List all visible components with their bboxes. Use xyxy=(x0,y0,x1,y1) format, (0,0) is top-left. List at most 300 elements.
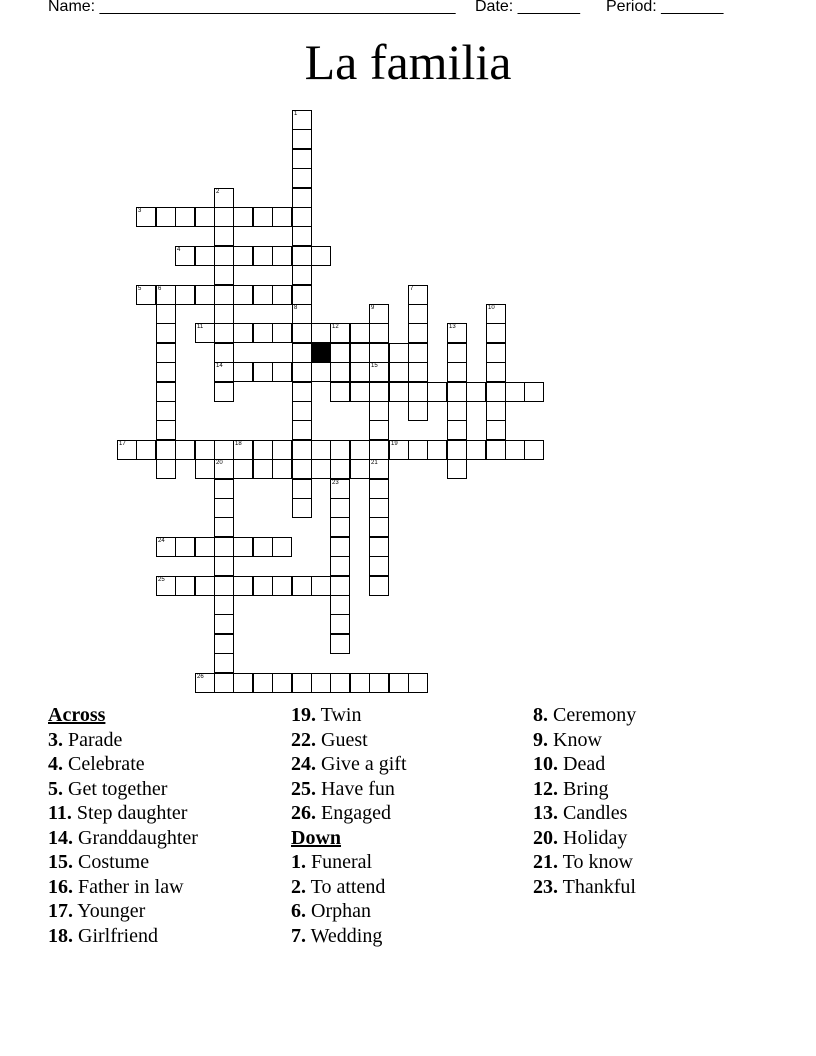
clue-text: To know xyxy=(562,851,633,873)
cell-number: 10 xyxy=(488,305,495,311)
down-clue-list-continued xyxy=(533,703,636,899)
clue-text: Ceremony xyxy=(553,704,637,726)
grid-cell[interactable] xyxy=(292,149,312,169)
clue-text: Parade xyxy=(68,728,123,751)
grid-cell[interactable] xyxy=(195,246,215,266)
clue-item xyxy=(291,703,407,728)
grid-cell[interactable] xyxy=(447,343,467,363)
grid-cell[interactable] xyxy=(214,265,234,285)
grid-cell[interactable] xyxy=(447,401,467,421)
grid-cell[interactable] xyxy=(505,440,525,460)
grid-cell[interactable] xyxy=(136,207,156,227)
clue-number: 23. xyxy=(533,875,558,898)
grid-cell[interactable] xyxy=(466,382,486,402)
grid-cell[interactable] xyxy=(214,304,234,324)
grid-cell[interactable] xyxy=(408,304,428,324)
grid-cell[interactable] xyxy=(408,343,428,363)
grid-cell[interactable] xyxy=(175,285,195,305)
grid-cell[interactable] xyxy=(330,537,350,557)
grid-cell[interactable] xyxy=(486,420,506,440)
grid-cell[interactable] xyxy=(214,285,234,305)
grid-cell[interactable] xyxy=(408,323,428,343)
clue-text: Costume xyxy=(78,851,150,873)
grid-cell[interactable] xyxy=(233,537,253,557)
grid-cell[interactable] xyxy=(369,440,389,460)
cell-number: 15 xyxy=(371,363,378,369)
across-heading: Across xyxy=(48,704,106,726)
grid-cell[interactable] xyxy=(408,285,428,305)
cell-number: 24 xyxy=(158,538,165,544)
grid-cell[interactable] xyxy=(292,401,312,421)
grid-cell[interactable] xyxy=(175,440,195,460)
grid-cell[interactable] xyxy=(408,673,428,693)
clue-number: 21. xyxy=(533,851,558,873)
grid-cell[interactable] xyxy=(330,595,350,615)
clue-item xyxy=(48,801,198,826)
grid-cell[interactable] xyxy=(214,537,234,557)
grid-cell[interactable] xyxy=(330,479,350,499)
clue-item xyxy=(48,777,198,802)
grid-cell[interactable] xyxy=(330,517,350,537)
grid-cell[interactable] xyxy=(156,343,176,363)
clue-item xyxy=(533,826,636,851)
grid-cell[interactable] xyxy=(156,207,176,227)
grid-cell[interactable] xyxy=(253,207,273,227)
clues-column-1 xyxy=(48,703,198,948)
clue-text: Holiday xyxy=(563,826,628,849)
clue-item xyxy=(291,875,407,900)
clue-number: 3. xyxy=(48,728,63,751)
grid-cell[interactable] xyxy=(214,479,234,499)
grid-cell[interactable] xyxy=(350,459,370,479)
grid-cell[interactable] xyxy=(272,537,292,557)
grid-cell[interactable] xyxy=(292,673,312,693)
grid-cell[interactable] xyxy=(369,382,389,402)
grid-cell[interactable] xyxy=(195,285,215,305)
clue-item xyxy=(48,752,198,777)
clue-text: Bring xyxy=(563,777,609,800)
clue-text: Know xyxy=(553,728,602,751)
grid-cell[interactable] xyxy=(447,362,467,382)
grid-cell[interactable] xyxy=(427,382,447,402)
grid-cell[interactable] xyxy=(389,382,409,402)
clue-item xyxy=(291,924,407,949)
grid-cell[interactable] xyxy=(292,362,312,382)
grid-cell[interactable] xyxy=(233,362,253,382)
grid-cell[interactable] xyxy=(195,207,215,227)
grid-cell[interactable] xyxy=(233,285,253,305)
grid-cell[interactable] xyxy=(214,207,234,227)
grid-cell[interactable] xyxy=(175,576,195,596)
grid-cell[interactable] xyxy=(330,498,350,518)
grid-cell[interactable] xyxy=(447,420,467,440)
grid-cell[interactable] xyxy=(272,576,292,596)
clue-number: 18. xyxy=(48,924,73,947)
grid-cell[interactable] xyxy=(369,304,389,324)
grid-cell[interactable] xyxy=(330,556,350,576)
grid-cell[interactable] xyxy=(233,246,253,266)
grid-cell[interactable] xyxy=(447,323,467,343)
down-heading: Down xyxy=(291,826,342,849)
grid-cell[interactable] xyxy=(253,362,273,382)
grid-cell[interactable] xyxy=(408,440,428,460)
clue-item xyxy=(48,826,198,851)
cell-number: 9 xyxy=(371,305,375,311)
clue-number: 16. xyxy=(48,875,73,898)
grid-cell[interactable] xyxy=(214,188,234,208)
cell-number: 23 xyxy=(332,480,339,486)
date-field[interactable]: Date: _______ xyxy=(475,0,580,15)
grid-cell[interactable] xyxy=(195,537,215,557)
grid-cell[interactable] xyxy=(486,382,506,402)
grid-cell[interactable] xyxy=(486,362,506,382)
grid-cell[interactable] xyxy=(253,459,273,479)
grid-cell[interactable] xyxy=(292,226,312,246)
grid-cell[interactable] xyxy=(408,382,428,402)
grid-cell[interactable] xyxy=(214,362,234,382)
clue-text: Celebrate xyxy=(68,753,145,775)
grid-cell[interactable] xyxy=(369,498,389,518)
grid-cell[interactable] xyxy=(214,246,234,266)
grid-cell[interactable] xyxy=(214,653,234,673)
clue-item xyxy=(533,850,636,875)
grid-cell[interactable] xyxy=(214,343,234,363)
cell-number: 8 xyxy=(294,305,298,311)
grid-cell[interactable] xyxy=(292,498,312,518)
grid-cell[interactable] xyxy=(214,440,234,460)
grid-cell[interactable] xyxy=(233,576,253,596)
grid-cell[interactable] xyxy=(272,673,292,693)
clue-text: Younger xyxy=(77,900,146,922)
grid-cell[interactable] xyxy=(272,246,292,266)
cell-number: 25 xyxy=(158,577,165,583)
clue-item xyxy=(291,728,407,753)
clue-item xyxy=(291,850,407,875)
grid-cell[interactable] xyxy=(311,673,331,693)
grid-cell[interactable] xyxy=(292,304,312,324)
grid-cell[interactable] xyxy=(253,673,273,693)
clue-number: 17. xyxy=(48,900,73,922)
grid-cell[interactable] xyxy=(369,556,389,576)
grid-cell[interactable] xyxy=(330,614,350,634)
grid-cell[interactable] xyxy=(330,323,350,343)
grid-cell[interactable] xyxy=(156,401,176,421)
grid-cell[interactable] xyxy=(389,673,409,693)
grid-cell[interactable] xyxy=(214,382,234,402)
grid-cell[interactable] xyxy=(156,362,176,382)
grid-cell[interactable] xyxy=(272,285,292,305)
clue-number: 26. xyxy=(291,802,316,824)
grid-cell[interactable] xyxy=(330,343,350,363)
cell-number: 7 xyxy=(410,286,414,292)
grid-cell[interactable] xyxy=(369,420,389,440)
grid-cell[interactable] xyxy=(330,673,350,693)
clue-number: 25. xyxy=(291,777,316,800)
clue-item xyxy=(291,801,407,826)
grid-cell[interactable] xyxy=(330,459,350,479)
grid-cell[interactable] xyxy=(214,459,234,479)
cell-number: 5 xyxy=(138,286,142,292)
grid-cell[interactable] xyxy=(253,576,273,596)
clue-item xyxy=(533,801,636,826)
clues-column-3 xyxy=(533,703,636,899)
grid-cell[interactable] xyxy=(292,207,312,227)
grid-cell[interactable] xyxy=(330,634,350,654)
clue-text: Get together xyxy=(68,777,168,800)
grid-cell[interactable] xyxy=(253,537,273,557)
grid-cell[interactable] xyxy=(311,362,331,382)
grid-cell[interactable] xyxy=(350,343,370,363)
grid-cell[interactable] xyxy=(214,517,234,537)
grid-cell[interactable] xyxy=(156,537,176,557)
grid-cell[interactable] xyxy=(292,343,312,363)
clue-text: Twin xyxy=(320,704,362,726)
clue-number: 1. xyxy=(291,851,306,873)
grid-cell[interactable] xyxy=(272,207,292,227)
grid-cell[interactable] xyxy=(292,265,312,285)
cell-number: 14 xyxy=(216,363,223,369)
grid-cell[interactable] xyxy=(156,285,176,305)
clue-item xyxy=(533,752,636,777)
clue-number: 7. xyxy=(291,924,306,947)
grid-cell[interactable] xyxy=(389,362,409,382)
clue-item xyxy=(533,777,636,802)
grid-cell[interactable] xyxy=(350,362,370,382)
grid-cell[interactable] xyxy=(311,440,331,460)
clue-item xyxy=(533,875,636,900)
grid-cell[interactable] xyxy=(233,673,253,693)
period-field[interactable]: Period: _______ xyxy=(606,0,724,15)
grid-cell[interactable] xyxy=(253,323,273,343)
grid-cell[interactable] xyxy=(369,401,389,421)
grid-cell[interactable] xyxy=(175,537,195,557)
clue-item xyxy=(48,899,198,924)
grid-cell[interactable] xyxy=(466,440,486,460)
grid-cell[interactable] xyxy=(524,440,544,460)
grid-cell[interactable] xyxy=(427,440,447,460)
grid-cell[interactable] xyxy=(214,614,234,634)
grid-cell[interactable] xyxy=(156,420,176,440)
grid-cell[interactable] xyxy=(369,517,389,537)
grid-cell[interactable] xyxy=(214,323,234,343)
grid-cell[interactable] xyxy=(272,440,292,460)
clue-text: Girlfriend xyxy=(78,924,158,947)
cell-number: 26 xyxy=(197,674,204,680)
grid-cell[interactable] xyxy=(369,576,389,596)
clue-text: Orphan xyxy=(311,900,371,922)
grid-cell[interactable] xyxy=(311,459,331,479)
clue-text: Have fun xyxy=(321,777,395,800)
grid-cell[interactable] xyxy=(233,440,253,460)
clue-number: 12. xyxy=(533,777,558,800)
grid-cell[interactable] xyxy=(505,382,525,402)
grid-cell[interactable] xyxy=(389,343,409,363)
grid-cell[interactable] xyxy=(369,362,389,382)
across-clue-list xyxy=(48,728,198,949)
grid-cell[interactable] xyxy=(195,323,215,343)
cell-number: 13 xyxy=(449,324,456,330)
grid-cell[interactable] xyxy=(447,440,467,460)
grid-cell[interactable] xyxy=(272,362,292,382)
clue-item xyxy=(533,728,636,753)
cell-number: 12 xyxy=(332,324,339,330)
grid-cell[interactable] xyxy=(292,129,312,149)
cell-number: 3 xyxy=(138,208,142,214)
grid-cell[interactable] xyxy=(233,459,253,479)
grid-cell[interactable] xyxy=(486,304,506,324)
grid-cell[interactable] xyxy=(214,498,234,518)
clue-text: Granddaughter xyxy=(78,826,198,849)
grid-cell[interactable] xyxy=(156,576,176,596)
grid-cell[interactable] xyxy=(195,459,215,479)
grid-cell[interactable] xyxy=(330,576,350,596)
grid-cell[interactable] xyxy=(214,576,234,596)
grid-cell[interactable] xyxy=(486,440,506,460)
clue-number: 2. xyxy=(291,875,306,898)
grid-cell[interactable] xyxy=(292,420,312,440)
grid-cell[interactable] xyxy=(369,673,389,693)
grid-cell[interactable] xyxy=(156,440,176,460)
grid-cell[interactable] xyxy=(486,323,506,343)
grid-cell[interactable] xyxy=(175,207,195,227)
grid-cell[interactable] xyxy=(369,459,389,479)
grid-cell[interactable] xyxy=(195,673,215,693)
grid-cell[interactable] xyxy=(292,168,312,188)
clue-text: Wedding xyxy=(310,924,383,947)
cell-number: 18 xyxy=(235,441,242,447)
clue-item xyxy=(48,728,198,753)
grid-cell[interactable] xyxy=(253,440,273,460)
cell-number: 21 xyxy=(371,460,378,466)
grid-cell[interactable] xyxy=(330,440,350,460)
grid-cell[interactable] xyxy=(311,576,331,596)
grid-cell[interactable] xyxy=(447,382,467,402)
grid-cell[interactable] xyxy=(330,362,350,382)
grid-cell[interactable] xyxy=(117,440,137,460)
grid-cell[interactable] xyxy=(292,110,312,130)
grid-cell[interactable] xyxy=(214,673,234,693)
clue-item xyxy=(291,752,407,777)
grid-cell[interactable] xyxy=(311,246,331,266)
name-field[interactable]: Name: ________________________________________ xyxy=(48,0,456,15)
clue-number: 14. xyxy=(48,826,73,849)
grid-cell[interactable] xyxy=(156,304,176,324)
grid-cell[interactable] xyxy=(330,382,350,402)
clue-number: 24. xyxy=(291,753,316,775)
grid-cell[interactable] xyxy=(408,401,428,421)
grid-cell[interactable] xyxy=(369,343,389,363)
cell-number: 6 xyxy=(158,286,162,292)
grid-cell[interactable] xyxy=(311,323,331,343)
clue-text: Step daughter xyxy=(76,802,188,824)
clue-text: Father in law xyxy=(78,875,184,898)
cell-number: 11 xyxy=(197,324,204,330)
page-title: La familia xyxy=(304,34,512,90)
grid-cell[interactable] xyxy=(214,226,234,246)
clue-number: 8. xyxy=(533,704,548,726)
grid-cell[interactable] xyxy=(350,673,370,693)
grid-cell[interactable] xyxy=(292,285,312,305)
grid-cell[interactable] xyxy=(214,634,234,654)
grid-cell[interactable] xyxy=(408,362,428,382)
grid-cell[interactable] xyxy=(389,440,409,460)
grid-cell[interactable] xyxy=(253,246,273,266)
clue-text: Thankful xyxy=(562,875,636,898)
grid-cell[interactable] xyxy=(253,285,273,305)
grid-cell[interactable] xyxy=(350,323,370,343)
clue-number: 13. xyxy=(533,802,558,824)
clue-text: Guest xyxy=(321,728,368,751)
clue-number: 5. xyxy=(48,777,63,800)
clue-item xyxy=(291,777,407,802)
grid-cell[interactable] xyxy=(292,246,312,266)
cell-number: 17 xyxy=(119,441,126,447)
worksheet-header xyxy=(48,0,748,20)
cell-number: 1 xyxy=(294,111,298,117)
clue-text: Engaged xyxy=(321,802,391,824)
grid-cell[interactable] xyxy=(195,440,215,460)
grid-cell[interactable] xyxy=(136,285,156,305)
cell-number: 20 xyxy=(216,460,223,466)
clue-number: 11. xyxy=(48,802,72,824)
grid-cell[interactable] xyxy=(486,401,506,421)
cell-number: 4 xyxy=(177,247,181,253)
black-square xyxy=(311,343,331,363)
clues-column-2 xyxy=(291,703,407,948)
grid-cell[interactable] xyxy=(524,382,544,402)
grid-cell[interactable] xyxy=(350,382,370,402)
clue-number: 22. xyxy=(291,728,316,751)
grid-cell[interactable] xyxy=(292,459,312,479)
clue-number: 9. xyxy=(533,728,548,751)
grid-cell[interactable] xyxy=(214,556,234,576)
grid-cell[interactable] xyxy=(292,323,312,343)
clue-number: 19. xyxy=(291,704,316,726)
grid-cell[interactable] xyxy=(447,459,467,479)
clue-number: 15. xyxy=(48,851,73,873)
grid-cell[interactable] xyxy=(292,188,312,208)
clue-number: 6. xyxy=(291,900,306,922)
grid-cell[interactable] xyxy=(272,323,292,343)
clue-text: Funeral xyxy=(311,851,373,873)
clue-text: Candles xyxy=(563,802,628,824)
clue-number: 4. xyxy=(48,753,63,775)
grid-cell[interactable] xyxy=(486,343,506,363)
grid-cell[interactable] xyxy=(369,537,389,557)
grid-cell[interactable] xyxy=(350,440,370,460)
clue-number: 10. xyxy=(533,753,558,775)
clue-text: Dead xyxy=(563,753,606,775)
grid-cell[interactable] xyxy=(272,459,292,479)
clue-text: To attend xyxy=(310,875,386,898)
grid-cell[interactable] xyxy=(175,246,195,266)
grid-cell[interactable] xyxy=(136,440,156,460)
grid-cell[interactable] xyxy=(292,576,312,596)
grid-cell[interactable] xyxy=(369,323,389,343)
cell-number: 2 xyxy=(216,189,220,195)
grid-cell[interactable] xyxy=(156,323,176,343)
grid-cell[interactable] xyxy=(156,459,176,479)
grid-cell[interactable] xyxy=(292,440,312,460)
grid-cell[interactable] xyxy=(233,207,253,227)
grid-cell[interactable] xyxy=(195,576,215,596)
grid-cell[interactable] xyxy=(369,479,389,499)
grid-cell[interactable] xyxy=(214,595,234,615)
grid-cell[interactable] xyxy=(156,382,176,402)
grid-cell[interactable] xyxy=(233,323,253,343)
grid-cell[interactable] xyxy=(292,479,312,499)
grid-cell[interactable] xyxy=(292,382,312,402)
